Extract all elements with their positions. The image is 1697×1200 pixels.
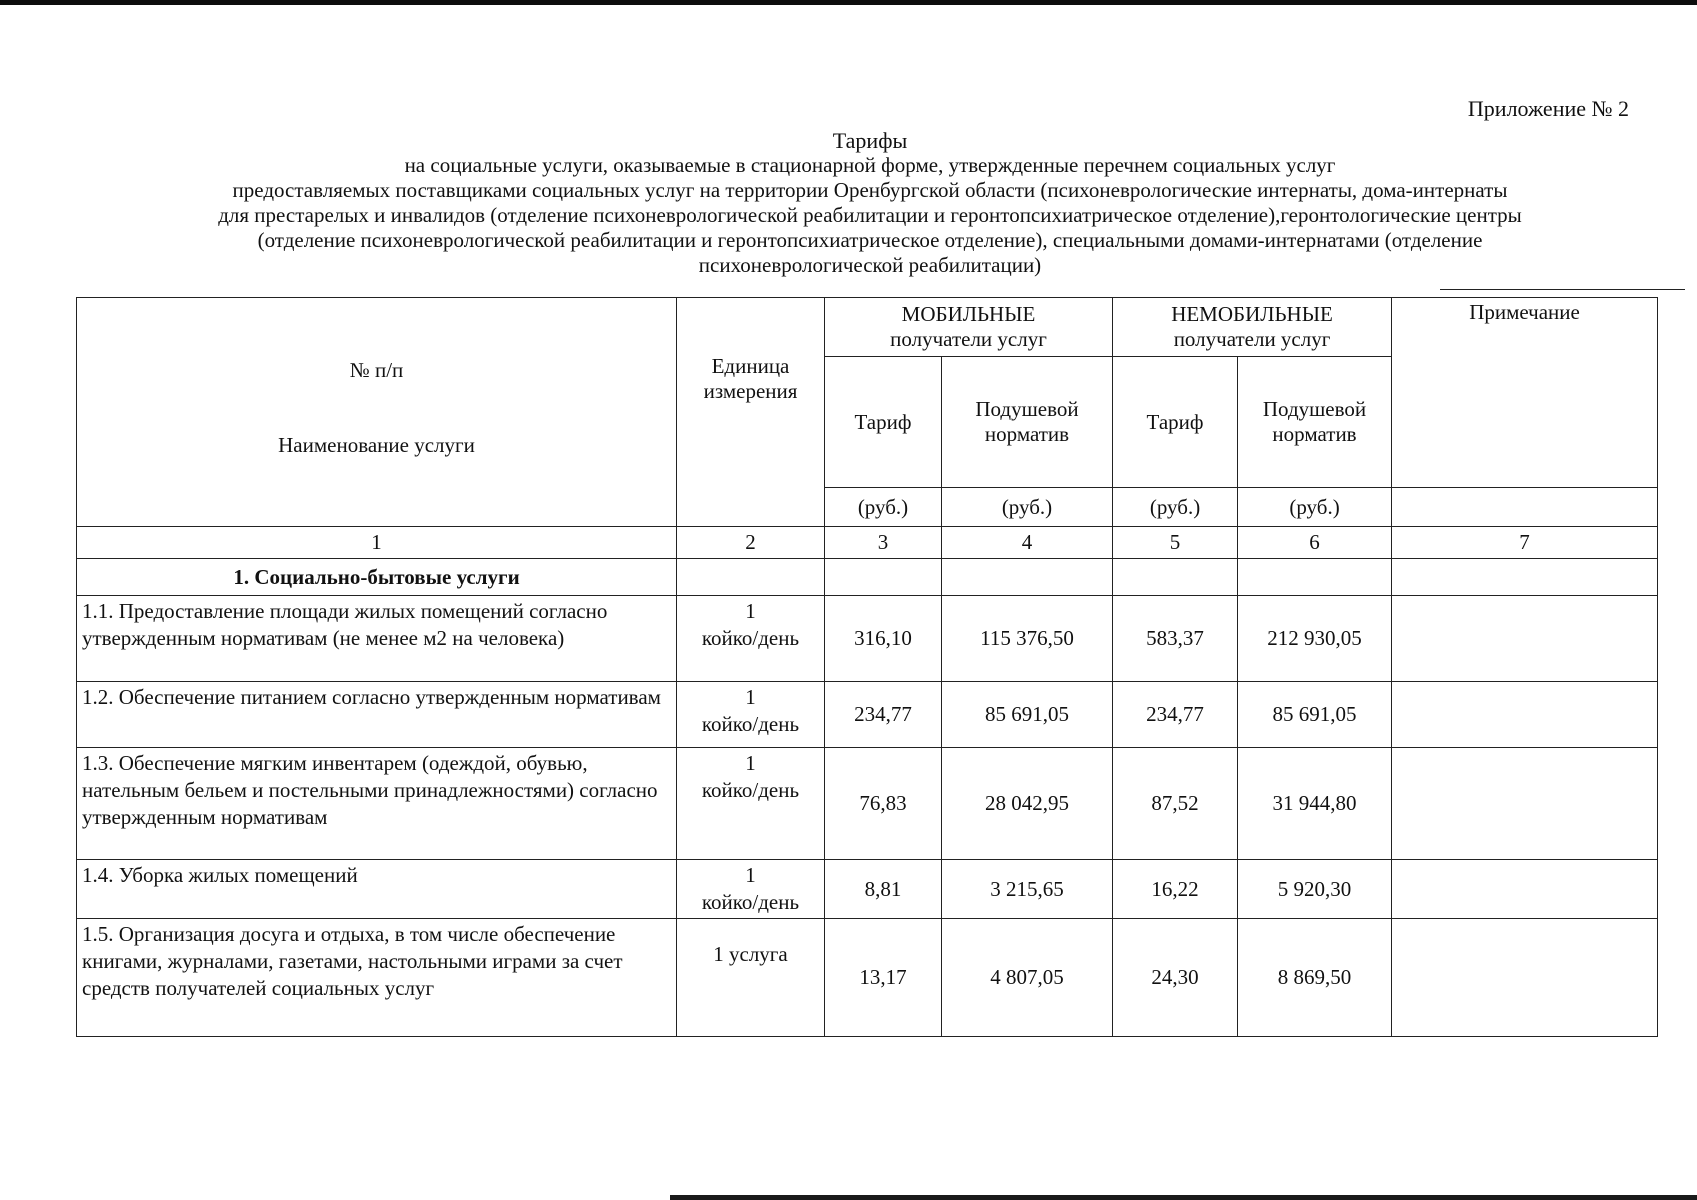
mobile-norm: 115 376,50 [942,596,1113,682]
mobile-tariff: 234,77 [825,682,942,748]
empty-cell [1113,559,1238,596]
header-rub-3: (руб.) [825,488,942,527]
header-mobile-title: МОБИЛЬНЫЕ [901,302,1036,326]
header-immobile-sub: получатели услуг [1173,327,1331,351]
immobile-norm: 5 920,30 [1238,860,1392,919]
mobile-norm: 3 215,65 [942,860,1113,919]
document-title [90,128,1650,278]
mobile-tariff: 316,10 [825,596,942,682]
mobile-norm: 28 042,95 [942,748,1113,860]
note-cell [1392,748,1658,860]
scan-edge-top [0,0,1697,5]
service-unit-measure: койко/день [701,778,800,802]
service-name: 1.2. Обеспечение питанием согласно утвержденным нормативам [77,682,677,748]
column-number: 3 [825,527,942,559]
note-cell [1392,682,1658,748]
header-mobile-group [825,298,1113,357]
immobile-norm: 212 930,05 [1238,596,1392,682]
table-row [77,919,1658,1037]
mobile-tariff: 8,81 [825,860,942,919]
annex-label: Приложение № 2 [1467,96,1629,121]
table-row [77,682,1658,748]
title-line-3: предоставляемых поставщиками социальных услуг на территории Оренбургской области (психоневрологические интернаты, дома-интернаты [232,178,1508,202]
header-unit-label-1: Единица [711,354,790,378]
note-cell [1392,596,1658,682]
service-unit-qty: 1 [745,599,756,623]
header-mobile-norm-2: норматив [984,422,1070,446]
header-unit-cell [677,298,825,527]
immobile-tariff: 16,22 [1113,860,1238,919]
header-name-label: Наименование услуги [278,433,475,457]
note-cell [1392,860,1658,919]
immobile-tariff: 234,77 [1113,682,1238,748]
column-number: 5 [1113,527,1238,559]
header-immobile-norm [1238,357,1392,488]
header-note-blank [1392,488,1658,527]
immobile-tariff: 24,30 [1113,919,1238,1037]
header-immobile-title: НЕМОБИЛЬНЫЕ [1171,302,1333,326]
header-unit-label-2: измерения [703,379,798,403]
service-name: 1.3. Обеспечение мягким инвентарем (одеждой, обувью, нательным бельем и постельными принадлежностями) согласно утвержденным нормативам [77,748,677,860]
header-name-cell [77,298,677,527]
service-unit-measure: койко/день [701,890,800,914]
header-num-label: № п/п [349,358,404,382]
column-number: 6 [1238,527,1392,559]
column-number: 7 [1392,527,1658,559]
immobile-tariff: 583,37 [1113,596,1238,682]
mobile-norm: 4 807,05 [942,919,1113,1037]
service-unit-qty: 1 услуга [713,942,788,966]
service-unit [677,860,825,919]
header-rub-6: (руб.) [1238,488,1392,527]
empty-cell [825,559,942,596]
empty-cell [1238,559,1392,596]
header-row-groups [77,298,1658,357]
title-line-4: для престарелых и инвалидов (отделение психоневрологической реабилитации и геронтопсихиатрическое отделение),геронтологические центры [218,203,1522,227]
header-rub-5: (руб.) [1113,488,1238,527]
header-mobile-norm-1: Подушевой [975,397,1079,421]
table-row [77,596,1658,682]
column-number: 2 [677,527,825,559]
service-unit [677,919,825,1037]
mobile-tariff: 76,83 [825,748,942,860]
service-unit-qty: 1 [745,751,756,775]
service-name: 1.5. Организация досуга и отдыха, в том числе обеспечение книгами, журналами, газетами, настольными играми за счет средств получателей социальных услуг [77,919,677,1037]
header-immobile-group [1113,298,1392,357]
service-unit-measure: койко/день [701,712,800,736]
service-name: 1.4. Уборка жилых помещений [77,860,677,919]
header-immobile-tariff: Тариф [1113,357,1238,488]
column-number-row [77,527,1658,559]
header-rub-4: (руб.) [942,488,1113,527]
header-mobile-norm [942,357,1113,488]
header-immobile-norm-2: норматив [1272,422,1357,446]
section-title: 1. Социально-бытовые услуги [77,559,677,596]
service-unit [677,596,825,682]
immobile-tariff: 87,52 [1113,748,1238,860]
table-row [77,860,1658,919]
header-immobile-norm-1: Подушевой [1262,397,1367,421]
empty-cell [677,559,825,596]
immobile-norm: 85 691,05 [1238,682,1392,748]
title-line-1: Тарифы [832,128,908,153]
header-rule [1440,289,1685,290]
title-line-5: (отделение психоневрологической реабилитации и геронтопсихиатрическое отделение), специальными домами-интернатами (отделение [257,228,1483,252]
immobile-norm: 31 944,80 [1238,748,1392,860]
service-unit [677,748,825,860]
service-unit-qty: 1 [745,685,756,709]
immobile-norm: 8 869,50 [1238,919,1392,1037]
note-cell [1392,919,1658,1037]
service-name: 1.1. Предоставление площади жилых помещений согласно утвержденным нормативам (не менее м2 на человека) [77,596,677,682]
mobile-norm: 85 691,05 [942,682,1113,748]
header-mobile-sub: получатели услуг [890,327,1047,351]
header-note-label: Примечание [1469,300,1580,324]
header-mobile-tariff: Тариф [825,357,942,488]
empty-cell [942,559,1113,596]
mobile-tariff: 13,17 [825,919,942,1037]
title-line-2: на социальные услуги, оказываемые в стационарной форме, утвержденные перечнем социальных услуг [404,153,1336,177]
table-row [77,748,1658,860]
service-unit-measure: койко/день [701,626,800,650]
column-number: 4 [942,527,1113,559]
column-number: 1 [77,527,677,559]
section-row [77,559,1658,596]
scan-edge-bottom [670,1195,1697,1200]
service-unit-qty: 1 [745,863,756,887]
empty-cell [1392,559,1658,596]
title-line-6: психоневрологической реабилитации) [698,253,1042,277]
service-unit [677,682,825,748]
header-note-cell [1392,298,1658,488]
tariffs-table [76,297,1658,1037]
